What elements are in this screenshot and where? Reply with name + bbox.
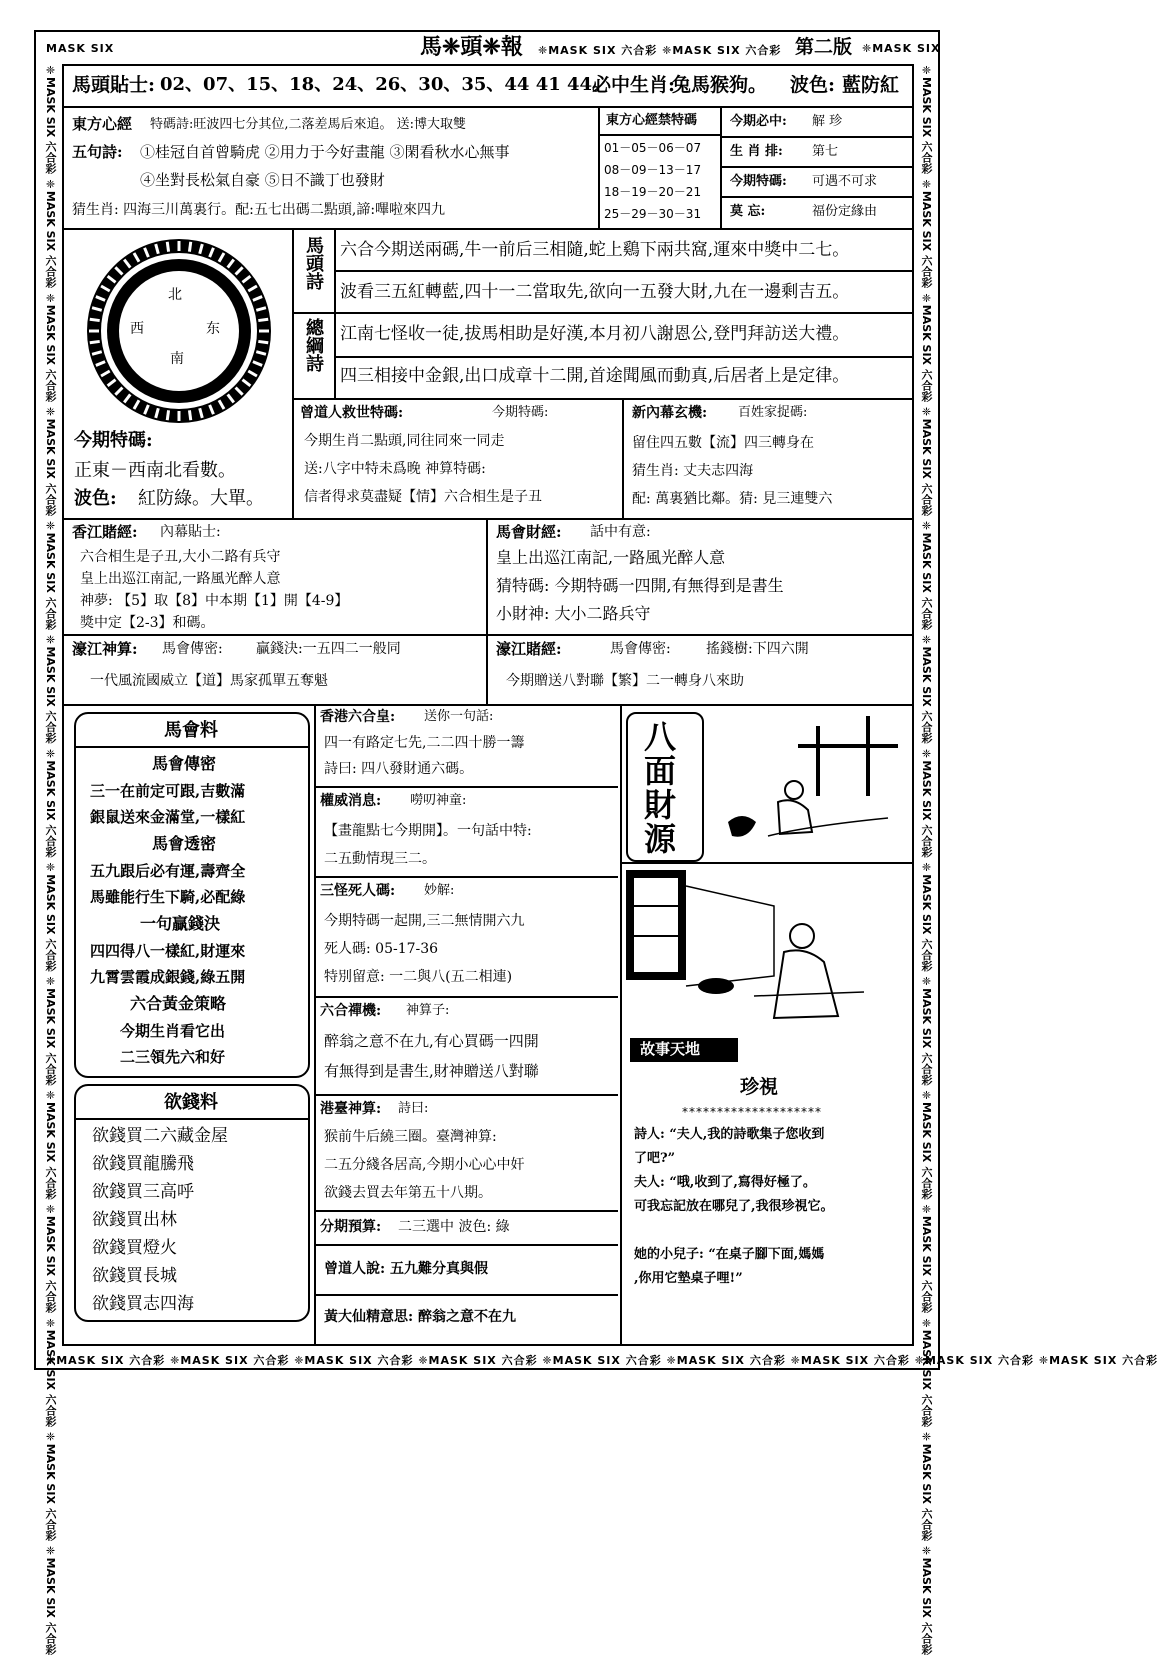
hk-gamble-title: 香江賭經: [72, 523, 138, 541]
material-line-3b: 九霄雲霞成銀錢,綠五開 [90, 968, 246, 986]
compass-west: 西 [130, 321, 144, 337]
compass-wheel [84, 236, 274, 426]
horse-wealth-line1: 皇上出巡江南記,一路風光醉人意 [496, 548, 726, 567]
must-label-1: 今期必中: [730, 114, 787, 129]
money-line-4: 欲錢買出林 [92, 1210, 177, 1230]
must-label-4: 莫 忘: [730, 204, 766, 219]
money-line-6: 欲錢買長城 [92, 1266, 177, 1286]
mid-line-4a: 醉翁之意不在九,有心買碼一四開 [324, 1032, 539, 1050]
masthead-mid: ❈MASK SIX 六合彩 ❈MASK SIX 六合彩 [538, 44, 782, 57]
hao-gamble-sub2: 搖錢樹:下四六開 [706, 641, 809, 657]
inner-line3: 配: 萬裏猶比鄰。猜: 見三連雙六 [632, 491, 833, 507]
material-line-4b: 二三領先六和好 [120, 1048, 226, 1066]
mid-title-3: 三怪死人碼: [320, 883, 396, 899]
money-line-5: 欲錢買燈火 [92, 1238, 177, 1258]
material-head-1: 馬會傳密 [152, 754, 217, 773]
wealth-source-title: 八面財源 [639, 720, 677, 856]
mid-line-5c: 欲錢去買去年第五十八期。 [324, 1185, 492, 1201]
horse-poem-label: 馬頭詩 [303, 236, 324, 290]
mid-sub-2: 嘮叨神童: [410, 793, 467, 808]
mid-line-2a: 【畫龍點七今期開】。一句話中特: [324, 823, 532, 839]
story-tag: 故事天地 [640, 1040, 701, 1058]
mid-line-3c: 特別留意: 一二與八(五二相連) [324, 969, 513, 985]
mid-title-2: 權威消息: [320, 793, 382, 809]
mid-line-4b: 有無得到是書生,財神贈送八對聯 [324, 1062, 539, 1080]
horse-wealth-line2: 猜特碼: 今期特碼一四開,有無得到是書生 [496, 576, 784, 595]
taoist-divider [622, 398, 624, 518]
compass-east: 东 [206, 321, 220, 337]
horse-wealth-title: 馬會財經: [496, 523, 562, 541]
compass-south: 南 [170, 351, 184, 367]
zodiac-value: 兔馬猴狗。 [672, 74, 768, 96]
money-line-7: 欲錢買志四海 [92, 1294, 194, 1314]
hao-calc-line: 一代風流國威立【道】馬家孤單五奪魁 [90, 673, 328, 689]
mid-line-5a: 猴前牛后繞三圈。臺灣神算: [324, 1129, 497, 1145]
border-left: ❈MASK SIX 六合彩 ❈MASK SIX 六合彩 ❈MASK SIX 六合彩 ❈MASK SIX 六合彩 ❈MASK SIX 六合彩 ❈MASK SIX 六合彩 ❈MASK SIX 六合彩 ❈MASK SIX 六合彩 ❈MASK SIX 六合彩 ❈MASK SIX 六合彩 ❈MASK SIX 六合彩 ❈MASK SIX 六合彩 ❈MASK SIX 六合彩 ❈MASK SIX 六合彩 [44, 64, 57, 1655]
tips-color-value: 藍防紅 [842, 74, 900, 96]
hao-gamble-sub: 馬會傳密: [610, 641, 671, 657]
mid-sub-6: 二三選中 波色: 綠 [398, 1219, 510, 1235]
forbidden-row-1: 01－05－06－07 [604, 141, 702, 155]
must-value-3: 可遇不可求 [812, 174, 878, 189]
tips-color-label: 波色: [790, 74, 836, 96]
hao-calc-sub2: 贏錢決:一五四二一般同 [256, 641, 401, 657]
material-line-1b: 銀鼠送來金滿堂,一樣紅 [90, 808, 246, 826]
story-line-7: ,你用它墊桌子哩!” [634, 1271, 743, 1286]
bottom-line-2: 黃大仙精意思: 醉翁之意不在九 [324, 1309, 517, 1325]
hk-gamble-line3: 神夢: 【5】取【8】中本期【1】開【4-9】 [80, 593, 349, 609]
illustration-bottom [624, 866, 912, 1030]
must-value-2: 第七 [812, 144, 839, 159]
compass-tick [189, 410, 190, 420]
border-right: ❈MASK SIX 六合彩 ❈MASK SIX 六合彩 ❈MASK SIX 六合彩 ❈MASK SIX 六合彩 ❈MASK SIX 六合彩 ❈MASK SIX 六合彩 ❈MASK SIX 六合彩 ❈MASK SIX 六合彩 ❈MASK SIX 六合彩 ❈MASK SIX 六合彩 ❈MASK SIX 六合彩 ❈MASK SIX 六合彩 ❈MASK SIX 六合彩 ❈MASK SIX 六合彩 [920, 64, 933, 1655]
mid-line-5b: 二五分綫各居高,今期小心心中奸 [324, 1157, 525, 1173]
mid-title-6: 分期預算: [320, 1219, 382, 1235]
hao-calc-sub: 馬會傳密: [162, 641, 223, 657]
east-heart-line1: 特碼詩:旺波四七分其位,二落差馬后來追。 送:博大取雙 [150, 117, 467, 132]
compass-color-label: 波色: [74, 488, 117, 509]
compass-north: 北 [168, 287, 182, 303]
forbidden-row-3: 18－19－20－21 [604, 185, 702, 199]
material-head-2: 馬會透密 [152, 834, 217, 853]
story-line-6: 她的小兒子: “在桌子腳下面,媽媽 [634, 1247, 825, 1262]
bottom-line-1: 曾道人說: 五九難分真與假 [324, 1261, 489, 1277]
mid-title-4: 六合禪機: [320, 1003, 382, 1019]
money-material-title: 欲錢料 [164, 1092, 218, 1113]
taoist-title: 曾道人救世特碼: [300, 405, 404, 421]
horse-wealth-line3: 小財神: 大小二路兵守 [496, 604, 651, 623]
money-line-2: 欲錢買龍騰飛 [92, 1154, 194, 1174]
mid-line-1a: 四一有路定七先,二二四十勝一籌 [324, 735, 525, 751]
compass-tick [258, 341, 268, 342]
general-poem-label: 總綱詩 [303, 318, 324, 372]
story-line-3: 夫人: “哦,收到了,寫得好極了。 [634, 1175, 816, 1190]
tips-label: 馬頭貼士: [72, 74, 156, 96]
mid-title-1: 香港六合皇: [320, 709, 396, 725]
story-line-1: 詩人: “夫人,我的詩歌集子您收到 [634, 1127, 825, 1142]
poem-label: 五句詩: [72, 143, 123, 161]
must-value-4: 福份定緣由 [812, 204, 878, 219]
illustration-top [708, 706, 912, 862]
horse-material-title: 馬會料 [164, 720, 218, 741]
inner-sub: 百姓家捉碼: [738, 405, 808, 420]
forbidden-row-4: 25－29－30－31 [604, 207, 702, 221]
material-line-4a: 今期生肖看它出 [120, 1022, 226, 1040]
tips-numbers: 02、07、15、18、24、26、30、35、44 41 44。 [160, 74, 611, 95]
zodiac-label: 必中生肖: [592, 74, 676, 96]
material-head-4: 六合黃金策略 [130, 994, 227, 1013]
hk-gamble-sub: 內幕貼士: [160, 524, 221, 540]
material-line-1a: 三一在前定可跟,吉數滿 [90, 782, 246, 800]
mid-line-1b: 詩曰: 四八發財通六碼。 [324, 761, 474, 777]
mid-sub-5: 詩曰: [398, 1101, 429, 1116]
mid-line-3a: 今期特碼一起開,三二無情開六九 [324, 913, 525, 929]
horse-wealth-sub: 話中有意: [590, 524, 651, 540]
must-label-2: 生 肖 排: [730, 144, 783, 159]
compass-tick [167, 242, 168, 252]
compass-tick [90, 319, 100, 320]
taoist-line3: 信者得求莫盡疑【情】六合相生是子丑 [304, 489, 542, 505]
story-line-4: 可我忘記放在哪兒了,我很珍視它。 [634, 1199, 834, 1214]
hao-gamble-title: 濠江賭經: [496, 640, 562, 658]
material-line-2b: 馬雖能行生下騎,必配綠 [90, 888, 246, 906]
general-poem-line1: 江南七怪收一徒,拔馬相助是好漢,本月初八謝恩公,登門拜訪送大禮。 [340, 324, 850, 344]
compass-tick [90, 341, 100, 342]
forbidden-row-2: 08－09－13－17 [604, 163, 702, 177]
border-bottom: ❈MASK SIX 六合彩 ❈MASK SIX 六合彩 ❈MASK SIX 六合彩 ❈MASK SIX 六合彩 ❈MASK SIX 六合彩 ❈MASK SIX 六合彩 ❈MASK SIX 六合彩 ❈MASK SIX 六合彩 ❈MASK SIX 六合彩 [46, 1354, 1158, 1367]
horse-poem-line2: 波看三五紅轉藍,四十一二當取先,欲向一五發大財,九在一邊剩吉五。 [340, 282, 850, 302]
inner-line2: 猜生肖: 丈夫志四海 [632, 463, 754, 479]
story-line-2: 了吧?” [634, 1151, 676, 1166]
masthead-title: 馬❈頭❈報 [420, 34, 523, 60]
hao-gamble-line: 今期贈送八對聯【繁】二一轉身八來助 [506, 673, 744, 689]
compass-tick [189, 242, 190, 252]
compass-tick [258, 319, 268, 320]
mid-title-5: 港臺神算: [320, 1101, 382, 1117]
hk-gamble-line4: 獎中定【2-3】和碼。 [80, 615, 215, 631]
money-line-3: 欲錢買三高呼 [92, 1182, 194, 1202]
hao-calc-title: 濠江神算: [72, 640, 138, 658]
compass-tick [167, 410, 168, 420]
story-stars: ******************** [682, 1105, 822, 1119]
compass-color-text: 紅防綠。大單。 [138, 488, 264, 509]
taoist-line1: 今期生肖二點頭,同往同來一同走 [304, 433, 505, 449]
poem-line1: ①桂冠自首曾騎虎 ②用力于今好畫龍 ③閑看秋水心無事 [140, 143, 510, 161]
hk-gamble-line2: 皇上出巡江南記,一路風光醉人意 [80, 571, 281, 587]
must-value-1: 解 珍 [812, 114, 843, 129]
mid-sub-4: 神算子: [406, 1003, 450, 1018]
east-heart-guess: 猜生肖: 四海三川萬裏行。配:五七出碼二點頭,諦:嗶啦來四九 [72, 202, 446, 218]
mid-sub-3: 妙解: [424, 883, 455, 898]
inner-title: 新內幕玄機: [632, 405, 708, 421]
taoist-sub: 今期特碼: [492, 405, 549, 420]
inner-line1: 留住四五數【流】四三轉身在 [632, 435, 814, 451]
horse-poem-line1: 六合今期送兩碼,牛一前后三相隨,蛇上鷄下兩共窩,運來中獎中二七。 [340, 240, 850, 260]
poem-line2: ④坐對長松氣自豪 ⑤日不識丁也發財 [140, 171, 385, 189]
must-label-3: 今期特碼: [730, 174, 787, 189]
edition-label: 第二版 [795, 36, 853, 58]
compass-special-text: 正東－西南北看數。 [74, 460, 236, 481]
taoist-line2: 送:八字中特未爲晚 神算特碼: [304, 461, 486, 477]
general-poem-line2: 四三相接中金銀,出口成章十二開,首途聞風而動真,后居者上是定律。 [340, 366, 850, 386]
money-line-1: 欲錢買二六藏金屋 [92, 1126, 228, 1146]
border-top-left: MASK SIX [46, 42, 115, 55]
hk-gamble-line1: 六合相生是子丑,大小二路有兵守 [80, 549, 281, 565]
story-title: 珍視 [740, 1076, 779, 1098]
mid-line-3b: 死人碼: 05-17-36 [324, 941, 439, 957]
material-head-3: 一句贏錢決 [140, 914, 221, 933]
material-line-3a: 四四得八一樣紅,財運來 [90, 942, 246, 960]
compass-special-label: 今期特碼: [74, 430, 153, 451]
border-top-right: ❈MASK SIX [862, 42, 941, 55]
forbidden-title: 東方心經禁特碼 [606, 113, 698, 128]
mid-line-2b: 二五動情現三二。 [324, 851, 436, 867]
east-heart-label: 東方心經 [72, 115, 133, 133]
material-line-2a: 五九跟后必有運,壽齊全 [90, 862, 246, 880]
mid-sub-1: 送你一句話: [424, 709, 494, 724]
illustration-divider [620, 862, 912, 864]
